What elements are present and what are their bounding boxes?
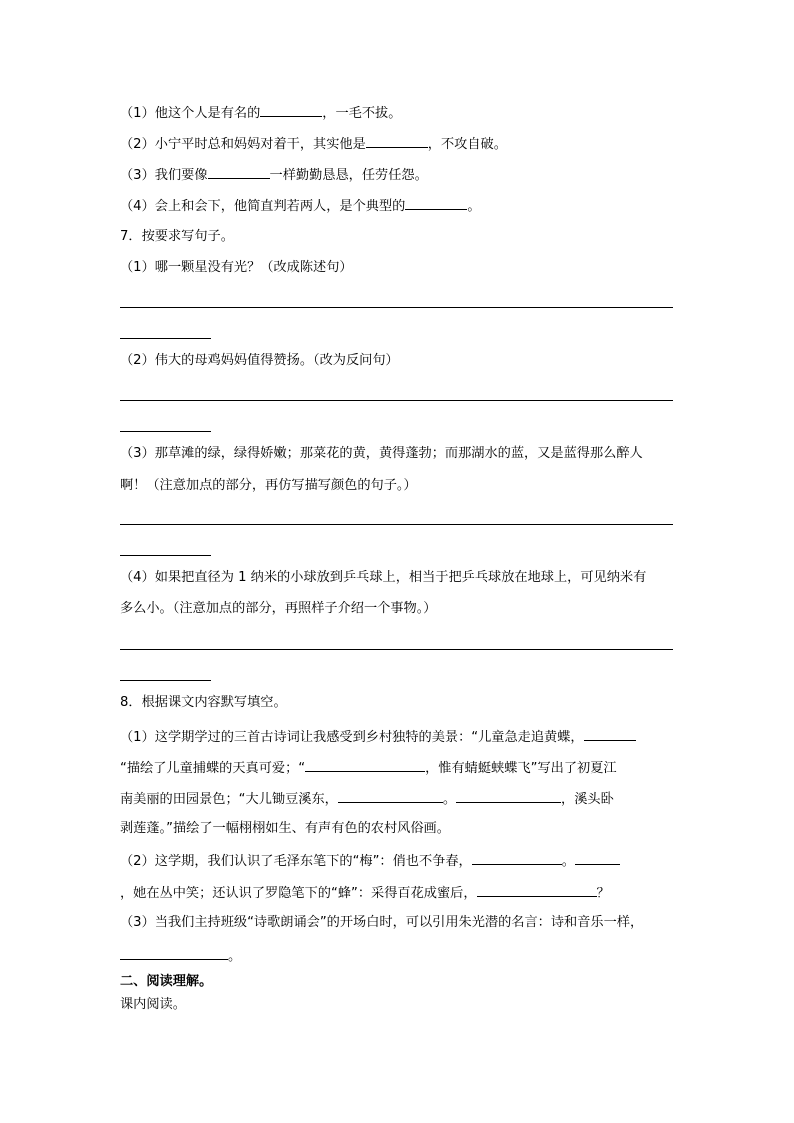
fill-in-blank[interactable] bbox=[208, 165, 270, 179]
fill-in-blank[interactable] bbox=[405, 196, 467, 210]
fill-in-blank[interactable] bbox=[305, 758, 425, 772]
answer-line bbox=[120, 524, 673, 525]
text-line bbox=[120, 103, 401, 123]
text-segment: ？ bbox=[596, 886, 610, 901]
text-line bbox=[120, 352, 399, 370]
text-segment: （3）那草滩的绿，绿得娇嫩；那菜花的黄，黄得蓬勃；而那湖水的蓝，又是蓝得那么醉人 bbox=[120, 446, 643, 461]
text-segment: ，溪头卧 bbox=[561, 792, 614, 807]
section-heading bbox=[120, 973, 212, 991]
text-segment: （2）伟大的母鸡妈妈值得赞扬。（改为反问句） bbox=[120, 353, 399, 368]
text-segment: （2）小宁平时总和妈妈对着干，其实他是 bbox=[120, 137, 366, 152]
text-segment: 。 bbox=[442, 792, 457, 807]
fill-in-blank[interactable] bbox=[120, 946, 228, 960]
text-segment: 。 bbox=[467, 199, 481, 214]
answer-line bbox=[120, 307, 673, 308]
text-segment: 南美丽的田园景色；“大儿锄豆溪东， bbox=[120, 792, 338, 807]
fill-in-blank[interactable] bbox=[366, 134, 428, 148]
text-line bbox=[120, 600, 437, 618]
text-segment: ，一毛不拔。 bbox=[322, 106, 402, 121]
text-segment: （1）哪一颗星没有光？（改成陈述句） bbox=[120, 260, 353, 275]
text-line bbox=[120, 445, 643, 463]
answer-line bbox=[120, 400, 673, 401]
text-segment: 课内阅读。 bbox=[120, 997, 186, 1012]
fill-in-blank[interactable] bbox=[584, 727, 636, 741]
text-segment: （4）如果把直径为 1 纳米的小球放到乒乓球上，相当于把乒乓球放在地球上，可见纳米有 bbox=[120, 570, 647, 585]
text-segment: （1）这学期学过的三首古诗词让我感受到乡村独特的美景：“儿童急走追黄蝶， bbox=[120, 730, 584, 745]
text-segment: 8．根据课文内容默写填空。 bbox=[120, 695, 287, 710]
text-line bbox=[120, 165, 428, 185]
text-segment: 。 bbox=[228, 949, 242, 964]
text-segment: ，惟有蜻蜓蛱蝶飞”写出了初夏江 bbox=[425, 761, 617, 776]
text-segment: 多么小。（注意加点的部分，再照样子介绍一个事物。） bbox=[120, 601, 437, 616]
fill-in-blank[interactable] bbox=[338, 789, 443, 803]
fill-in-blank[interactable] bbox=[260, 103, 322, 117]
answer-line bbox=[120, 431, 211, 432]
answer-line bbox=[120, 680, 211, 681]
text-line bbox=[120, 883, 610, 903]
text-line bbox=[120, 758, 617, 778]
text-line bbox=[120, 259, 353, 277]
text-segment: （2）这学期，我们认识了毛泽东笔下的“梅”：俏也不争春， bbox=[120, 854, 472, 869]
text-segment: 。 bbox=[561, 854, 575, 869]
fill-in-blank[interactable] bbox=[575, 851, 620, 865]
answer-line bbox=[120, 555, 211, 556]
text-line bbox=[120, 569, 646, 587]
text-segment: （4）会上和会下，他简直判若两人，是个典型的 bbox=[120, 199, 406, 214]
text-line bbox=[120, 727, 636, 747]
text-line bbox=[120, 228, 234, 246]
fill-in-blank[interactable] bbox=[477, 883, 597, 897]
text-segment: 7．按要求写句子。 bbox=[120, 229, 234, 244]
text-line bbox=[120, 477, 417, 495]
text-segment: ，不攻自破。 bbox=[427, 137, 507, 152]
text-segment: 剥莲蓬。”描绘了一幅栩栩如生、有声有色的农村风俗画。 bbox=[120, 821, 450, 836]
fill-in-blank[interactable] bbox=[456, 789, 561, 803]
text-segment: （1）他这个人是有名的 bbox=[120, 106, 261, 121]
text-line bbox=[120, 196, 481, 216]
text-line bbox=[120, 820, 450, 838]
text-line bbox=[120, 134, 507, 154]
text-segment: 一样勤勤恳恳，任劳任怨。 bbox=[269, 168, 428, 183]
text-segment: “描绘了儿童捕蝶的天真可爱；“ bbox=[120, 761, 306, 776]
text-segment: （3）当我们主持班级“诗歌朗诵会”的开场白时，可以引用朱光潜的名言：诗和音乐一样， bbox=[120, 915, 644, 930]
text-segment: 啊！（注意加点的部分，再仿写描写颜色的句子。） bbox=[120, 478, 417, 493]
text-line bbox=[120, 694, 287, 712]
text-segment: 二、阅读理解。 bbox=[120, 974, 213, 989]
answer-line bbox=[120, 649, 673, 650]
text-line bbox=[120, 914, 643, 932]
text-line bbox=[120, 851, 620, 871]
text-segment: ，她在丛中笑；还认识了罗隐笔下的“蜂”：采得百花成蜜后， bbox=[120, 886, 477, 901]
text-line bbox=[120, 946, 241, 966]
fill-in-blank[interactable] bbox=[472, 851, 562, 865]
answer-line bbox=[120, 338, 211, 339]
text-line bbox=[120, 996, 186, 1014]
text-line bbox=[120, 789, 614, 809]
text-segment: （3）我们要像 bbox=[120, 168, 208, 183]
